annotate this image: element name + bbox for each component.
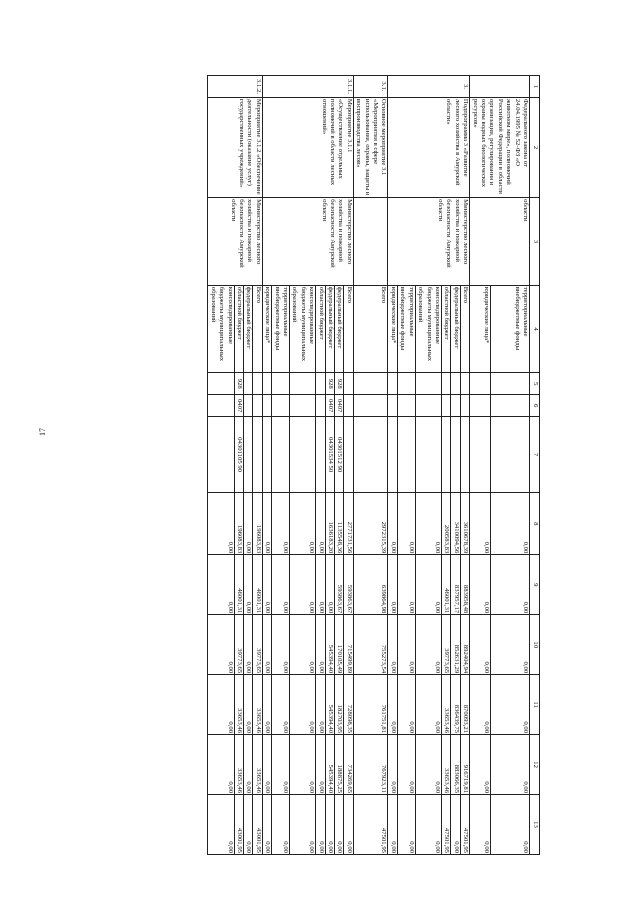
amount-cell: 639864,98 [353, 555, 388, 615]
funding-source-cell: территориальные внебюджетные фонды [397, 285, 415, 373]
amount-cell: 39773,65 [234, 615, 243, 675]
amount-cell: 0,00 [316, 493, 325, 555]
amount-cell: 0,00 [262, 735, 271, 795]
funding-source-cell: областной бюджет [316, 285, 325, 373]
target-article-cell [262, 417, 271, 493]
row-number-cell: 3. [388, 76, 470, 98]
amount-cell: 0,00 [290, 675, 316, 735]
section-code-cell [460, 395, 469, 417]
amount-cell: 182703,95 [335, 675, 344, 735]
amount-cell: 196083,83 [234, 493, 243, 555]
amount-cell: 0,00 [244, 735, 253, 795]
section-code-cell [441, 395, 450, 417]
grbs-code-cell: 928 [325, 373, 334, 395]
amount-cell: 0,00 [388, 795, 397, 855]
amount-cell: 0,00 [415, 493, 441, 555]
table-row [344, 76, 353, 855]
funding-source-cell: федеральный бюджет [244, 285, 253, 373]
amount-cell: 0,00 [388, 555, 397, 615]
section-code-cell [397, 395, 415, 417]
table-row [253, 76, 262, 855]
target-article-cell: 04301534 50 [325, 417, 334, 493]
target-article-cell [490, 417, 529, 493]
amount-cell: 0,00 [397, 675, 415, 735]
amount-cell: 836439,75 [451, 675, 460, 735]
measure-name-cell: Мероприятие 3.1.1 «Осуществление отдельных полномочий в области лесных отношений» [262, 97, 353, 197]
amount-cell: 0,00 [316, 735, 325, 795]
amount-cell: 170105,49 [335, 615, 344, 675]
amount-cell: 47501,95 [460, 795, 469, 855]
grbs-code-cell [441, 373, 450, 395]
grbs-code-cell [397, 373, 415, 395]
amount-cell: 0,00 [262, 493, 271, 555]
grbs-code-cell: 928 [234, 373, 243, 395]
amount-cell: 0,00 [490, 795, 529, 855]
table-row [490, 76, 529, 855]
grbs-code-cell [272, 373, 290, 395]
grbs-code-cell [244, 373, 253, 395]
amount-cell: 0,00 [316, 795, 325, 855]
section-code-cell [253, 395, 262, 417]
table-row [353, 76, 388, 855]
funding-source-cell: областной бюджет [441, 285, 450, 373]
amount-cell: 0,00 [272, 735, 290, 795]
amount-cell: 0,00 [490, 675, 529, 735]
target-article-cell [388, 417, 397, 493]
funding-source-cell: Всего [253, 285, 262, 373]
amount-cell: 200583,83 [441, 493, 450, 555]
amount-cell: 545394,40 [325, 675, 334, 735]
grbs-code-cell [388, 373, 397, 395]
amount-cell: 870093,21 [460, 675, 469, 735]
amount-cell: 0,00 [451, 795, 460, 855]
grbs-code-cell [451, 373, 460, 395]
amount-cell: 0,00 [290, 493, 316, 555]
target-article-cell [451, 417, 460, 493]
amount-cell: 188875,25 [335, 735, 344, 795]
amount-cell: 2771731,56 [344, 493, 353, 555]
amount-cell: 0,00 [208, 615, 234, 675]
column-header: 8 [530, 493, 540, 555]
amount-cell: 46001,31 [234, 555, 243, 615]
section-code-cell: 0407 [335, 395, 344, 417]
amount-cell: 0,00 [290, 615, 316, 675]
section-code-cell [470, 395, 491, 417]
column-header: 5 [530, 373, 540, 395]
amount-cell: 0,00 [388, 493, 397, 555]
amount-cell: 33653,46 [253, 675, 262, 735]
section-code-cell [244, 395, 253, 417]
amount-cell: 1135548,36 [335, 493, 344, 555]
target-article-cell [244, 417, 253, 493]
amount-cell: 33653,46 [234, 675, 243, 735]
amount-cell: 0,00 [262, 795, 271, 855]
amount-cell: 0,00 [244, 555, 253, 615]
amount-cell: 0,00 [388, 735, 397, 795]
amount-cell: 33653,46 [253, 735, 262, 795]
amount-cell: 593863,67 [335, 555, 344, 615]
amount-cell: 3410094,56 [451, 493, 460, 555]
amount-cell: 0,00 [325, 795, 334, 855]
funding-source-cell: консолидированные бюджеты муниципальных образований [208, 285, 234, 373]
amount-cell: 33653,46 [441, 675, 450, 735]
amount-cell: 761751,81 [353, 675, 388, 735]
amount-cell: 767923,11 [353, 735, 388, 795]
amount-cell: 0,00 [208, 795, 234, 855]
amount-cell: 0,00 [415, 795, 441, 855]
column-header: 13 [530, 795, 540, 855]
target-article-cell [397, 417, 415, 493]
amount-cell: 0,00 [244, 675, 253, 735]
budget-table [207, 75, 540, 855]
amount-cell: 0,00 [272, 675, 290, 735]
amount-cell: 0,00 [397, 555, 415, 615]
funding-source-cell: юридические лица* [262, 285, 271, 373]
amount-cell: 0,00 [470, 615, 491, 675]
column-header: 2 [530, 97, 540, 197]
amount-cell: 0,00 [470, 555, 491, 615]
amount-cell: 0,00 [397, 735, 415, 795]
grbs-code-cell [415, 373, 441, 395]
funding-source-cell: юридические лица* [388, 285, 397, 373]
amount-cell: 0,00 [388, 675, 397, 735]
target-article-cell [253, 417, 262, 493]
amount-cell: 0,00 [244, 615, 253, 675]
funding-source-cell: областной бюджет [234, 285, 243, 373]
budget-table-wrapper [120, 75, 540, 855]
amount-cell: 0,00 [290, 795, 316, 855]
row-number-cell: 3.1.1. [262, 76, 353, 98]
amount-cell: 0,00 [470, 493, 491, 555]
amount-cell: 1636183,20 [325, 493, 334, 555]
section-code-cell [451, 395, 460, 417]
row-number-cell: 3.1. [353, 76, 388, 98]
grbs-code-cell [470, 373, 491, 395]
amount-cell: 883958,48 [460, 555, 469, 615]
row-number-cell [470, 76, 530, 98]
amount-cell: 0,00 [388, 615, 397, 675]
grbs-code-cell [353, 373, 388, 395]
target-article-cell [441, 417, 450, 493]
table-row [460, 76, 469, 855]
grbs-code-cell [344, 373, 353, 395]
funding-source-cell: консолидированные бюджеты муниципальных образований [290, 285, 316, 373]
amount-cell: 46001,31 [441, 555, 450, 615]
measure-name-cell: Подпрограмма 3 «Развитие лесного хозяйства в Амурской области» [388, 97, 470, 197]
amount-cell: 852631,29 [451, 615, 460, 675]
funding-source-cell: юридические лица* [470, 285, 491, 373]
amount-cell: 0,00 [244, 493, 253, 555]
amount-cell: 0,00 [470, 675, 491, 735]
amount-cell: 0,00 [272, 493, 290, 555]
funding-source-cell: Всего [344, 285, 353, 373]
target-article-cell [272, 417, 290, 493]
amount-cell: 0,00 [262, 675, 271, 735]
column-header: 4 [530, 285, 540, 373]
funding-source-cell: федеральный бюджет [335, 285, 344, 373]
target-article-cell [290, 417, 316, 493]
amount-cell: 47501,95 [353, 795, 388, 855]
amount-cell: 0,00 [272, 555, 290, 615]
amount-cell: 0,00 [272, 795, 290, 855]
amount-cell: 0,00 [397, 615, 415, 675]
amount-cell: 0,00 [490, 493, 529, 555]
amount-cell: 2972315,39 [353, 493, 388, 555]
amount-cell: 593863,67 [344, 555, 353, 615]
amount-cell: 0,00 [415, 555, 441, 615]
amount-cell: 0,00 [470, 735, 491, 795]
column-header: 3 [530, 198, 540, 286]
amount-cell: 734269,65 [344, 735, 353, 795]
target-article-cell: 04301105 90 [234, 417, 243, 493]
amount-cell: 0,00 [244, 795, 253, 855]
column-header: 6 [530, 395, 540, 417]
amount-cell: 715499,89 [344, 615, 353, 675]
grbs-code-cell [290, 373, 316, 395]
section-code-cell: 0407 [234, 395, 243, 417]
target-article-cell [316, 417, 325, 493]
grbs-code-cell [316, 373, 325, 395]
executor-cell: Министерство лесного хозяйства и пожарной безопасности Амурской области [388, 198, 470, 286]
page-number: 17 [38, 428, 47, 436]
section-code-cell [272, 395, 290, 417]
funding-source-cell: территориальные внебюджетные фонды [490, 285, 529, 373]
target-article-cell [344, 417, 353, 493]
amount-cell: 43001,95 [253, 795, 262, 855]
grbs-code-cell: 928 [335, 373, 344, 395]
section-code-cell [344, 395, 353, 417]
target-article-cell [415, 417, 441, 493]
grbs-code-cell [262, 373, 271, 395]
grbs-code-cell [208, 373, 234, 395]
amount-cell: 0,00 [415, 735, 441, 795]
amount-cell: 0,00 [208, 493, 234, 555]
executor-cell: Министерство лесного хозяйства и пожарной безопасности Амурской области [262, 198, 353, 286]
amount-cell: 0,00 [415, 675, 441, 735]
table-body [208, 76, 530, 855]
grbs-code-cell [490, 373, 529, 395]
amount-cell: 883066,35 [451, 735, 460, 795]
measure-name-cell: Основное мероприятие 3.1 «Мероприятия в сфере использования, охраны, защиты и воспроизводства лесов» [353, 97, 388, 197]
target-article-cell [208, 417, 234, 493]
row-number-cell: 3.1.2. [208, 76, 262, 98]
amount-cell: 0,00 [397, 795, 415, 855]
funding-source-cell: федеральный бюджет [451, 285, 460, 373]
section-code-cell [262, 395, 271, 417]
amount-cell: 39773,65 [441, 615, 450, 675]
amount-cell: 39773,65 [253, 615, 262, 675]
amount-cell: 0,00 [262, 555, 271, 615]
amount-cell: 33653,46 [234, 735, 243, 795]
section-code-cell [316, 395, 325, 417]
executor-cell: Министерство лесного хозяйства и пожарной безопасности Амурской области [208, 198, 262, 286]
section-code-cell [290, 395, 316, 417]
executor-cell [353, 198, 388, 286]
measure-name-cell: Федерального закона от 24.04.1995 № 52-ФЗ «О животном мире», полномочий Российской Федерации в области организации, регулирования и охраны водных биологических ресурсов» [470, 97, 530, 197]
amount-cell: 0,00 [397, 493, 415, 555]
amount-cell: 196083,83 [253, 493, 262, 555]
amount-cell: 892404,94 [460, 615, 469, 675]
amount-cell: 545394,40 [325, 615, 334, 675]
grbs-code-cell [460, 373, 469, 395]
amount-cell: 3610678,39 [460, 493, 469, 555]
target-article-cell: 04301512 90 [335, 417, 344, 493]
amount-cell: 755273,54 [353, 615, 388, 675]
amount-cell: 0,00 [208, 555, 234, 615]
amount-cell: 0,00 [316, 615, 325, 675]
amount-cell: 0,00 [470, 795, 491, 855]
amount-cell: 0,00 [490, 555, 529, 615]
amount-cell: 0,00 [290, 735, 316, 795]
amount-cell: 0,00 [208, 675, 234, 735]
amount-cell: 0,00 [490, 615, 529, 675]
amount-cell: 0,00 [316, 555, 325, 615]
amount-cell: 916719,81 [460, 735, 469, 795]
amount-cell: 728098,35 [344, 675, 353, 735]
grbs-code-cell [253, 373, 262, 395]
column-header: 7 [530, 417, 540, 493]
amount-cell: 33653,46 [441, 735, 450, 795]
funding-source-cell: федеральный бюджет [325, 285, 334, 373]
amount-cell: 0,00 [344, 795, 353, 855]
column-header: 12 [530, 735, 540, 795]
section-code-cell [415, 395, 441, 417]
funding-source-cell: Всего [460, 285, 469, 373]
amount-cell: 545394,40 [325, 735, 334, 795]
amount-cell: 0,00 [335, 795, 344, 855]
amount-cell: 0,00 [272, 615, 290, 675]
amount-cell: 43001,95 [234, 795, 243, 855]
amount-cell: 0,00 [316, 675, 325, 735]
executor-cell: области [470, 198, 530, 286]
funding-source-cell: Всего [353, 285, 388, 373]
amount-cell: 46001,31 [253, 555, 262, 615]
column-header: 9 [530, 555, 540, 615]
section-code-cell [353, 395, 388, 417]
section-code-cell [388, 395, 397, 417]
column-number-row [530, 76, 540, 855]
section-code-cell: 0407 [325, 395, 334, 417]
amount-cell: 47501,95 [441, 795, 450, 855]
target-article-cell [353, 417, 388, 493]
amount-cell: 0,00 [290, 555, 316, 615]
measure-name-cell: Мероприятие 3.1.2 «Обеспечение деятельности (оказание услуг) государственных учреждений» [208, 97, 262, 197]
amount-cell: 837957,17 [451, 555, 460, 615]
column-header: 1 [530, 76, 540, 98]
section-code-cell [490, 395, 529, 417]
target-article-cell [470, 417, 491, 493]
amount-cell: 0,00 [490, 735, 529, 795]
section-code-cell [208, 395, 234, 417]
amount-cell: 0,00 [208, 735, 234, 795]
amount-cell: 0,00 [262, 615, 271, 675]
funding-source-cell: территориальные внебюджетные фонды [272, 285, 290, 373]
funding-source-cell: консолидированные бюджеты муниципальных образований [415, 285, 441, 373]
column-header: 10 [530, 615, 540, 675]
amount-cell: 0,00 [325, 555, 334, 615]
column-header: 11 [530, 675, 540, 735]
amount-cell: 0,00 [415, 615, 441, 675]
target-article-cell [460, 417, 469, 493]
